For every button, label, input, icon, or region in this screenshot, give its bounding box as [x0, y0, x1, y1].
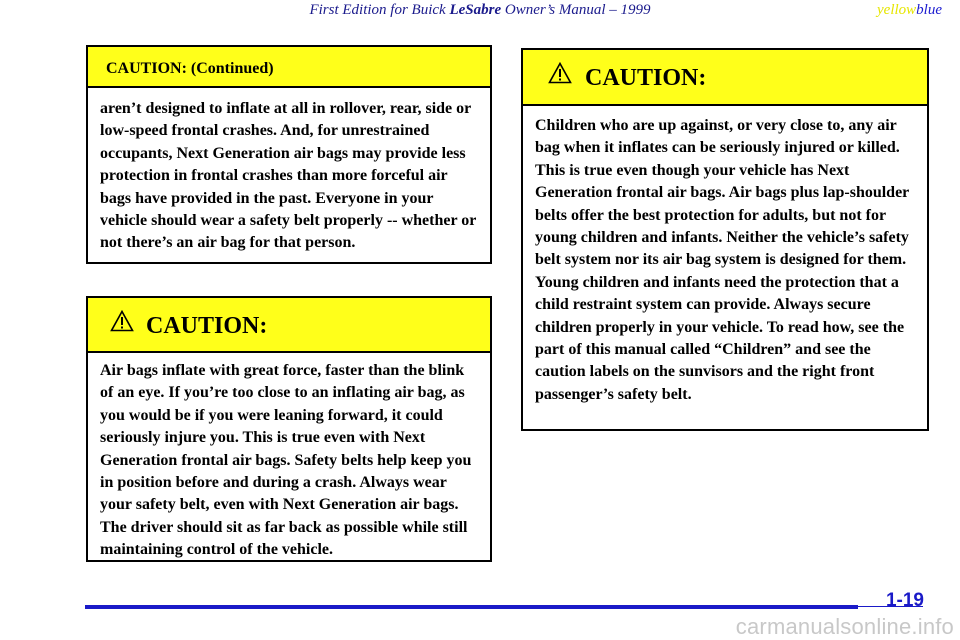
tag-yellow: yellow: [877, 2, 917, 18]
caution-body: Children who are up against, or very close to, any air bag when it inflates can be seriously injured or killed. This is true even though your vehicle has Next Generation frontal air bags. Air bags plus lap-shoulder belts offer the best protection for adults, but not for young children and infants. Neither the vehicle’s safety belt system nor its air bag system is designed for them. Young children and infants need the protection that a child restraint system can provide. Always secure children properly in your vehicle. To read how, see the part of this manual called “Children” and see the caution labels on the sunvisors and the right front passenger’s safety belt.: [535, 117, 909, 403]
caution-box-air-bag-force: [86, 296, 492, 562]
caution-body: Air bags inflate with great force, faster than the blink of an eye. If you’re too close to an inflating air bag, as you would be if you were leaning forward, it could seriously injure you. This is true even with Next Generation frontal air bags. Safety belts help keep you in position before and during a crash. Always wear your safety belt, even with Next Generation air bags. The driver should sit as far back as possible while still maintaining control of the vehicle.: [100, 362, 472, 559]
title-model: LeSabre: [449, 2, 502, 18]
caution-heading: CAUTION:: [585, 65, 707, 91]
page-header: [0, 2, 960, 22]
caution-header: [88, 47, 490, 88]
caution-box-continued: [86, 45, 492, 264]
caution-heading: CAUTION: (Continued): [106, 60, 274, 77]
tag-blue: blue: [916, 2, 942, 18]
warning-triangle-icon: [548, 62, 572, 84]
caution-body: aren’t designed to inflate at all in rollover, rear, side or low-speed frontal crashes. And, for unrestrained occupants, Next Generation air bags may provide less protection in frontal crashes than more forceful air bags have provided in the past. Everyone in your vehicle should wear a safety belt properly -- whether or not there’s an air bag for that person.: [100, 100, 477, 252]
title-suffix: Owner’s Manual – 1999: [501, 2, 651, 18]
warning-triangle-icon: [110, 310, 134, 332]
caution-header: [88, 298, 490, 353]
page-number: 1-19: [885, 590, 924, 611]
color-tags: [877, 2, 942, 19]
caution-heading: CAUTION:: [146, 313, 268, 339]
caution-header: [523, 50, 927, 106]
caution-box-children: [521, 48, 929, 431]
footer-rule: [85, 605, 858, 609]
watermark: carmanualsonline.info: [735, 614, 954, 639]
title-prefix: First Edition for Buick: [309, 2, 450, 18]
manual-title: [0, 2, 960, 19]
